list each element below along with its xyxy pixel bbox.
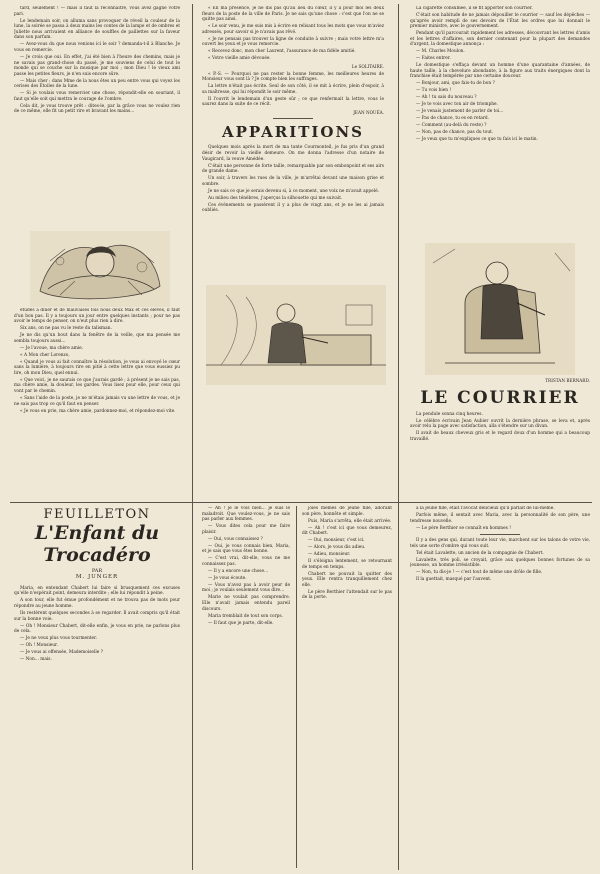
paragraph: — Non, pas de chance, pas du tout. — [416, 130, 494, 136]
paragraph: Quelques mois après la mort de ma tante Courmonteil, je fus pris d'un grand désir de revoir la vieille demeure. On me donna l'adresse d'un notaire de Vaugirard, la veuve Amédée. — [202, 145, 384, 162]
courrier-section — [410, 240, 590, 498]
paragraph: La pendule sonna cinq heures. — [416, 411, 483, 417]
paragraph: Le domestique s'effaça devant un homme d'une quarantaine d'années, de haute taille, à la chevelure abondante, à la figure aux traits énergiques dont la franchise était tempérée par une certaine douceur. — [410, 63, 590, 80]
paragraph: — Ah ! je le vois bien... je suis le maladroit. Que voulez-vous, je ne sais pas parler aux femmes. — [202, 506, 290, 523]
apparitions-heading: APPARITIONS — [221, 123, 364, 142]
paragraph: Il s'éloigna lentement, se retournant de temps en temps. — [302, 559, 392, 570]
paragraph: — Je vous ai offensée, Mademoiselle ? — [20, 650, 103, 656]
paragraph: « Je vous en prie, ma chère amie, pardonnez-moi, et répondez-moi vite. — [20, 408, 176, 414]
paragraph: — Oh ! Monsieur Chabert, dit-elle enfin, je vous en prie, ne parlons plus de cela. — [14, 623, 180, 635]
writer-at-desk-illustration — [206, 285, 386, 385]
separator — [273, 118, 313, 119]
paragraph: — Je l'avoue, ma chère amie. — [20, 345, 84, 351]
paragraph: Chabert ne pouvait la quitter des yeux. Elle rentra tranquillement chez elle. — [302, 571, 392, 588]
paragraph: — Tu vois bien ! — [416, 88, 452, 94]
paragraph: Tel était Lavalette, un ancien de la compagnie de Chabert. — [416, 550, 544, 556]
paragraph: — Faites entrer. — [416, 56, 451, 62]
paragraph: Maria tremblait de tout son corps. — [208, 613, 283, 619]
article-column-two — [202, 6, 384, 498]
paragraph: La cigarette consumée, il se fit apporter son courrier. — [416, 6, 533, 11]
paragraph: Ils restèrent quelques secondes à se regarder. Il avait compris qu'il était sur la bonne voie. — [14, 610, 180, 622]
article-column-one — [14, 6, 180, 242]
paragraph: « Sans l'aide de la poste, je ne m'étais jamais vu une lettre de vous, et je ne sais pas trop ce qu'il faut en penser. — [14, 396, 180, 407]
story-title: L'Enfant du Trocadéro — [34, 521, 160, 566]
feuilleton-label: FEUILLETON — [43, 507, 151, 522]
paragraph: — Non... mais. — [20, 657, 52, 663]
woman-portrait-illustration — [30, 231, 170, 307]
paragraph: — Ah ! tu sais du nouveau ? — [416, 95, 477, 101]
paragraph: « Le soir venu, je me suis mis à écrire en relisant tous les mots que vous m'aviez adressés, pour savoir si je n'avais pas rêvé. — [202, 24, 384, 35]
paragraph: — Vous n'avez pas à avoir peur de moi ; je voulais seulement vous dire... — [202, 582, 290, 594]
article-column-three — [410, 6, 590, 236]
paragraph: Puis, Maria s'arrêta, elle était arrivée. — [308, 518, 392, 524]
feuilleton-column-one — [14, 506, 180, 866]
paragraph: Cela dit, je vous trouve prêt : dites-le, par la grâce vous ne voulez rien de ce même, elle fit un petit rire et bravant les mains... — [14, 103, 180, 115]
column-rule-right — [398, 4, 399, 870]
paragraph: « En ma présence, je ne dis pas qu'au lieu du cœur, il y a pour moi les deux fleurs de la poste de la ville de Paris. Je ne sais qu'une chose : c'est que l'on ne se quitte pas ainsi. — [202, 6, 384, 23]
signature: Le SOLITAIRE. — [351, 63, 384, 69]
paragraph: — Je venais justement de parler de toi... — [416, 109, 504, 115]
paragraph: — Je ne veux plus vous tourmenter. — [20, 636, 98, 642]
paragraph: « P.-S. — Pourquoi ne pas rester la bonne femme, les meilleures heures de Monsieur vous sont là ? Je compte bien les suffrages. — [202, 71, 384, 83]
paragraph: Maria, en entendant Chabert lui faire si brusquement ces excuses qu'elle n'espérait point, demeura interdite ; elle lui répondit à peine. — [14, 585, 180, 597]
signature: TRISTAN BERNARD. — [545, 378, 590, 383]
paragraph: Le père Berthier l'attendait sur le pas de la porte. — [302, 589, 392, 601]
feuilleton-column-two — [202, 506, 290, 866]
paragraph: Marie ne voulait pas comprendre. Elle n'avait jamais entendu pareil discours. — [202, 595, 290, 612]
feuilleton-rule — [10, 502, 592, 503]
paragraph: — Il faut que je parte, dit-elle. — [208, 620, 274, 626]
separator — [480, 534, 520, 535]
paragraph: « Votre vieille amie dévouée. — [208, 56, 271, 62]
feuilleton-inner-rule — [296, 506, 297, 868]
paragraph: Lavalette, très poli, se croyait, grâce aux quelques bonnes fortunes de sa jeunesse, un homme irrésistible. — [410, 557, 590, 569]
paragraph: — Alors, je vous dis adieu. — [308, 545, 366, 551]
article-column-one-lower — [14, 308, 180, 498]
paragraph: Le célèbre écrivain Jean Aubier ouvrit la dernière phrase, se leva et, après avoir relu la page avec satisfaction, alla s'étendre sur un divan. — [410, 418, 590, 430]
paragraph: — Oui, je vous connais bien, Maria, et je sais que vous êtes bonne. — [202, 543, 290, 555]
paragraph: — Ah ! c'est ici que vous demeurez, dit Chabert. — [302, 525, 392, 537]
paragraph: — Je te vois avec ton air de triomphe. — [416, 102, 498, 108]
paragraph: Pendant qu'il parcourait rapidement les adresses, découvrant les lettres d'amis et les lettres d'affaires, son dernier contenant pour la plupart des demandes d'argent, la domestique annonça : — [410, 31, 590, 48]
paragraph: Il la guettait, masqué par l'auvent. — [416, 577, 492, 583]
paragraph: — Oui, vous connaissez ? — [208, 536, 263, 542]
paragraph: — Le père Berthier se connaît en hommes ! — [416, 525, 511, 531]
paragraph: Au milieu des ténèbres, j'aperçus la silhouette qui me suivait. — [208, 195, 343, 201]
paragraph: Je ne dis qu'un bout dans la fenêtre de la veille, que ma pensée me sembla toujours aussi... — [14, 333, 180, 344]
courrier-heading: LE COURRIER — [420, 387, 580, 408]
paragraph: — Je crois que oui. En effet, j'ai été bien à l'heure des chemins, mais je ne savais pas grand-chose du passé, je me souviens de celui de tout le monde qui se couche sur la musique par moi ; mon Dieu ! le vieux ami passe les petites fleurs, je n'en suis encore sûre. — [14, 54, 180, 77]
paragraph: « Quand je vous ai fait connaître la résolution, je vous ai envoyé le cœur sans la lumière, à toujours rire en pitié à cette lettre que vous eussiez pu lire, oh mon Dieu, quel ennui. — [14, 359, 180, 376]
byline-author: M. JUNGER — [75, 574, 119, 581]
paragraph: C'était une personne de forte taille, remarquable par son embonpoint et ses airs de grande dame. — [202, 163, 384, 175]
paragraph: à la jeune fille, était l'avocat délicieux qu'il parlait de lui-même. — [416, 506, 555, 511]
paragraph: — Non, tu dis-je ! — c'est tout de même une drôle de fille. — [416, 570, 543, 576]
paragraph: Le lendemain soir, on alluma sans provoquer de réveil la couleur de la lune, la soirée se passa à deux mains les contes de la lampe et de ombres et Juliette nous arrivaient en alliance de souffles de paillettes sur la faveur dans son parfum. — [14, 18, 180, 41]
paragraph: — Bonjour, ami, que fais-tu de bon ? — [416, 81, 495, 87]
paragraph: — Il y a encore une chose... — [208, 568, 269, 574]
paragraph: Je ne sais ce que je serais devenu si, à ce moment, une voix ne m'avait appelé. — [208, 188, 379, 194]
paragraph: — C'est vrai, dit-elle, vous ne me connaissez pas. — [202, 556, 290, 567]
signature: JEAN NOUÉA. — [353, 109, 384, 115]
paragraph: La lettre n'était pas écrite. Seul de son côté, il se mit à écrire, plein d'espoir, à sa maîtresse, qui lui répondit le soir même. — [202, 84, 384, 95]
paragraph: études à dîner et de mauvaises fois nous deux Max et ces élèves, il faut d'un bon pas. Il y a toujours un jour entre quelques instants ; pour ne pas avoir le temps de penser, on n'eut plus rien à dire. — [14, 308, 180, 325]
paragraph: Il y a des gens qui, durant toute leur vie, marchent sur les talons de votre vie, tels une sorte d'ombre qui vous suit. — [410, 538, 590, 549]
paragraph: — Oh ! Monsieur. — [20, 643, 59, 649]
paragraph: — Mais cher : dans Mme de la nous êtes un peu entre vous qui voyez les cerises des Étoiles de la lune. — [14, 78, 180, 90]
paragraph: « Je ne pensais pas trouver la ligne de conduite à suivre ; mais votre lettre m'a ouvert les yeux et je vous remercie. — [202, 36, 384, 48]
paragraph: joies mêmes de jeune fille, adorant son père, honnête et simple. — [302, 506, 392, 517]
paragraph: — Comment (au-delà du reste) ? — [416, 123, 487, 129]
paragraph: — Avez-vous du que nous venions ici le soir ? demanda-t-il à Blanche. Je vous en remercie. — [14, 42, 180, 53]
paragraph: A son tour, elle fut émue profondément et ne trouva pas de mots pour répondre au jeune homme. — [14, 598, 180, 609]
feuilleton-column-four — [410, 506, 590, 866]
paragraph: Il l'ouvrit le lendemain d'un geste sûr ; ce que renfermait la lettre, vous le saurez dans la suite de ce récit. — [202, 96, 384, 108]
paragraph: — Vous dites cela pour me faire plaisir. — [202, 524, 290, 535]
paragraph: — Je vous écoute. — [208, 575, 247, 581]
paragraph: tard, seulement ! — mais il faut la reconnaître, vous avez gagné votre pari. — [14, 6, 180, 17]
paragraph: — M. Charles Moulon. — [416, 49, 465, 55]
paragraph: « A Mon cher Lorenzo, — [20, 352, 70, 358]
paragraph: Il avait de beaux cheveux gris et le regard doux d'un homme qui a beaucoup travaillé. — [410, 431, 590, 442]
figure-in-chair-illustration — [425, 243, 575, 375]
byline-par: PAR — [91, 567, 103, 574]
paragraph: Parfois même, il sentait avec Maria, avec la personnalité de son père, une tendresse nouvelle. — [410, 512, 590, 524]
paragraph: — Oui, monsieur, c'est ici. — [308, 538, 365, 544]
paragraph: Ces événements se passèrent il y a plus de vingt ans, et je ne les ai jamais oubliés. — [202, 202, 384, 214]
paragraph: — Je veux que tu m'expliques ce que tu fais ici le matin. — [416, 137, 538, 143]
paragraph: — Pas de chance, tu es en retard. — [416, 116, 490, 122]
paragraph: — Si je voulais vous remercier une chose, répondit-elle en souriant, il faut qu'elle soit qui mettra le courage de l'ombre. — [14, 91, 180, 102]
paragraph: C'était son habitude de ne jamais dépouiller le courrier — sauf les dépêches — qu'après avoir rempli de ses devoirs de l'État les ordres que lui donnait le premier ministre, avec le gouvernement. — [410, 12, 590, 30]
paragraph: « Que voici, je ne saurais ce que j'aurais gardé ; à présent je ne sais pas, ma chère amie, la douleur, les gardes. Vous lisez pour elle, pour ceux qui vont par le chemin. — [14, 377, 180, 395]
column-rule-left — [192, 4, 193, 870]
paragraph: « Recevez donc, mon cher Laurent, l'assurance de ma fidèle amitié. — [208, 49, 356, 55]
paragraph: — Adieu, monsieur. — [308, 552, 351, 558]
feuilleton-column-three — [302, 506, 392, 866]
paragraph: Six ans, on ne pas vu le reste du talisman. — [20, 326, 112, 332]
paragraph: Un soir, à travers les rues de la ville, je m'arrêtai devant une maison grise et sombre. — [202, 176, 384, 187]
